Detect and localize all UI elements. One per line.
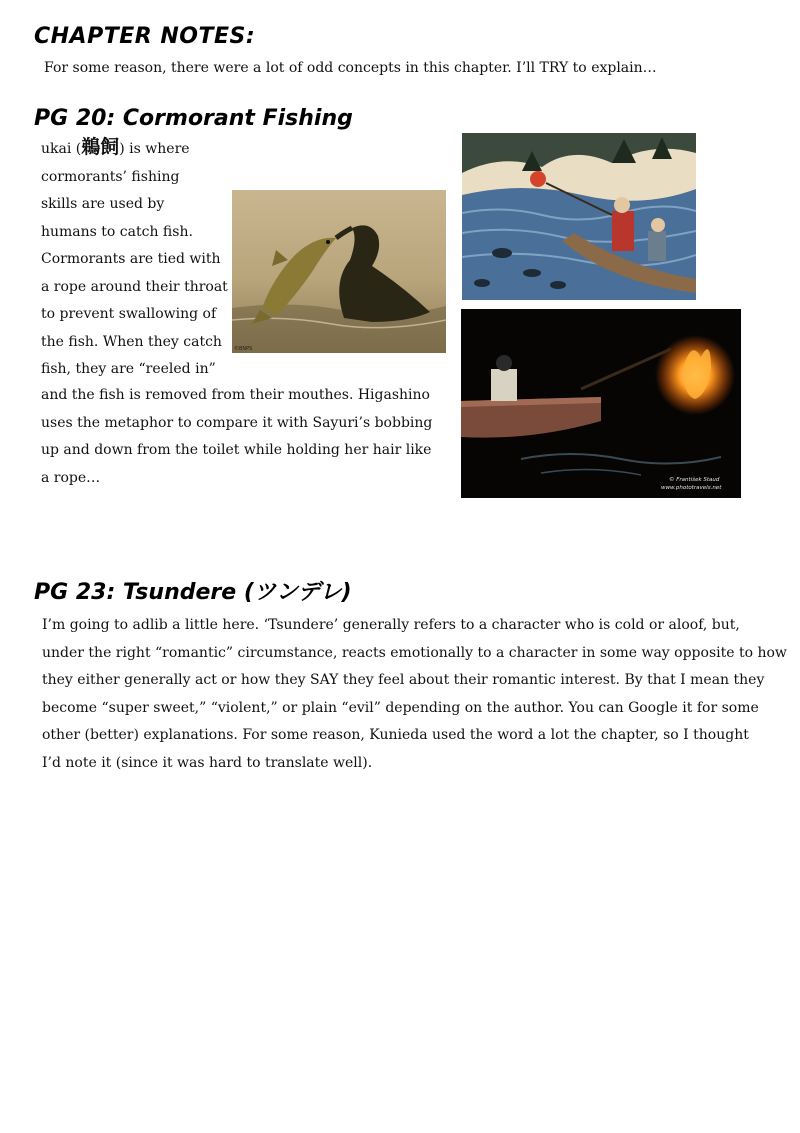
text-line: cormorants’ fishing [41,168,180,185]
photo-credit-night-2: www.phototravels.net [661,485,722,491]
text-line: become “super sweet,” “violent,” or plain “evil” depending on the author. You can Google it for some [42,699,759,716]
text-line: a rope around their throat [41,278,228,295]
tsundere-text [42,612,787,777]
first-line-start: ukai ( [41,141,82,157]
text-line: Cormorants are tied with [41,251,221,267]
night-fishing-photo [461,309,741,498]
cormorant-woodblock-print [462,133,696,300]
text-line: I’d note it (since it was hard to translate well). [42,754,373,771]
cormorant-heading: PG 20: Cormorant Fishing [34,106,353,131]
text-line: skills are used by [41,196,165,212]
intro-text: For some reason, there were a lot of odd concepts in this chapter. I’ll TRY to explain… [44,60,657,76]
text-line: fish, they are “reeled in” [41,361,216,377]
text-line: to prevent swallowing of [41,306,217,322]
first-line-end: ) is where [119,141,190,157]
text-line: a rope… [41,469,101,486]
chapter-notes-title: CHAPTER NOTES: [34,24,256,49]
text-line: under the right “romantic” circumstance, reacts emotionally to a character in some way opposite to how [42,644,787,661]
text-line: other (better) explanations. For some reason, Kunieda used the word a lot the chapter, so I thought [42,727,749,743]
text-line: uses the metaphor to compare it with Sayuri’s bobbing [41,414,433,431]
ukai-kanji: 鵜飼 [81,136,120,158]
text-line: and the fish is removed from their mouthes. Higashino [41,387,430,403]
text-line: I’m going to adlib a little here. ‘Tsundere’ generally refers to a character who is cold or aloof, but, [42,617,740,633]
text-line: humans to catch fish. [41,223,193,240]
cormorant-text-narrow [41,134,236,384]
photo-credit-bird: ©BNPS [234,346,253,352]
cormorant-first-line [41,134,236,164]
cormorant-text-wide [41,382,432,492]
text-line: the fish. When they catch [41,333,222,350]
text-line: up and down from the toilet while holding her hair like [41,442,432,458]
text-line: they either generally act or how they SAY they feel about their romantic interest. By that I mean they [42,672,765,688]
tsundere-heading: PG 23: Tsundere (ツンデレ) [34,580,352,605]
cormorant-bird-photo [232,190,446,353]
photo-credit-night-1: © František Staud [669,477,720,483]
